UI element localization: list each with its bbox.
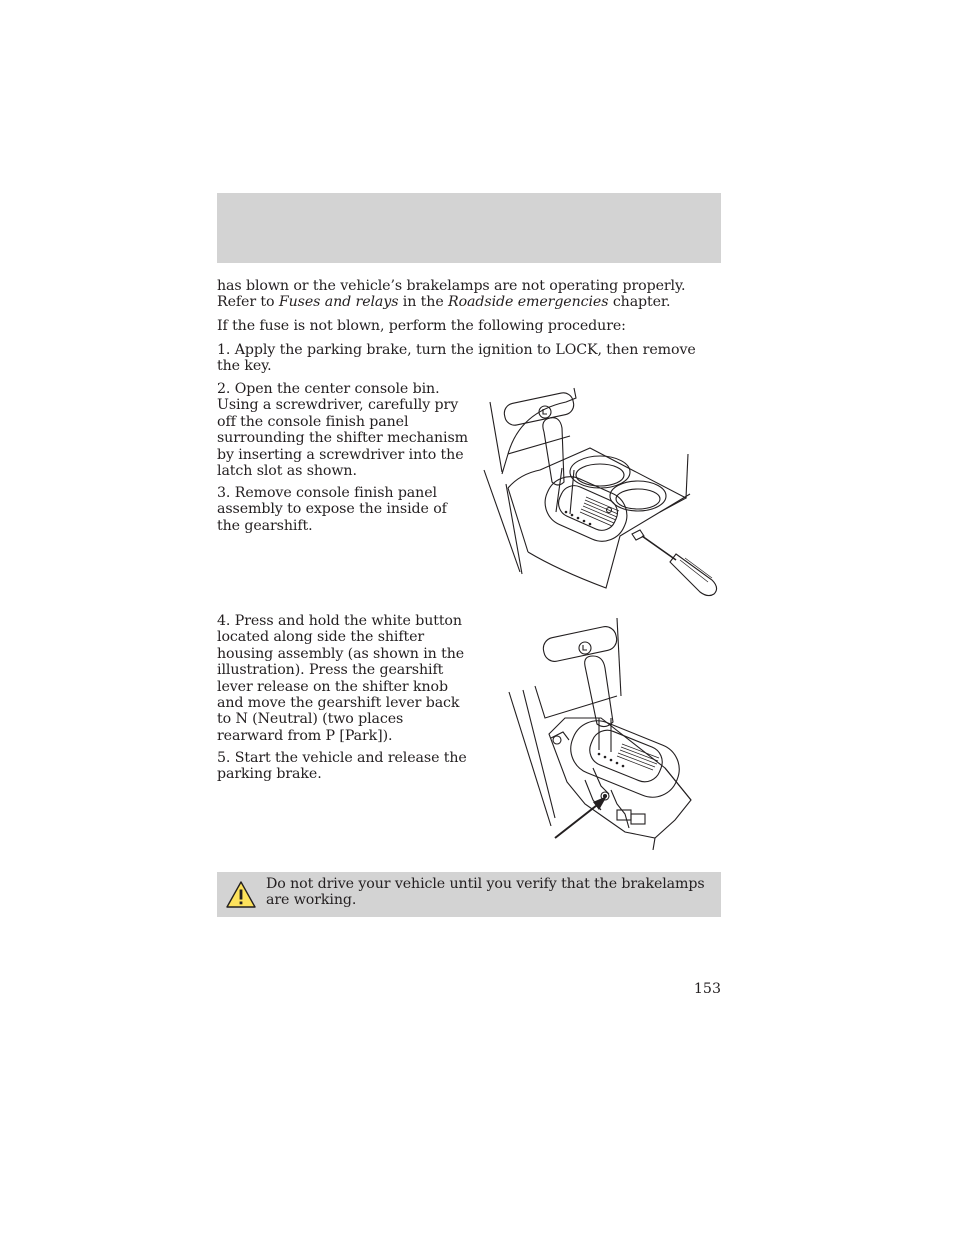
intro-text-1: has blown or the vehicle’s brakelamps are not operating properly. Refer to: [217, 278, 686, 311]
step-1: 1. Apply the parking brake, turn the ignition to LOCK, then remove the key.: [217, 342, 696, 375]
intro-paragraph: [217, 278, 722, 311]
roadside-emergencies-reference: Roadside emergencies: [448, 294, 609, 311]
warning-box: [217, 872, 721, 917]
step-5: 5. Start the vehicle and release the parking brake.: [217, 750, 467, 783]
console-panel-removal-illustration: [480, 384, 724, 598]
fuse-not-blown-paragraph: If the fuse is not blown, perform the following procedure:: [217, 318, 626, 334]
chapter-header-band: [217, 193, 721, 263]
page-number: 153: [693, 981, 721, 997]
warning-triangle-icon: [225, 880, 257, 909]
step-4: 4. Press and hold the white button located along side the shifter housing assembly (as shown in the illustration). Press the gearshift lever release on the shifter knob and move the gearshift lever back to N (Neutral) (two places rearward from P [Park]).: [217, 613, 465, 744]
step-3: 3. Remove console finish panel assembly to expose the inside of the gearshift.: [217, 485, 447, 534]
intro-text-3: chapter.: [608, 294, 671, 311]
intro-text-2: in the: [398, 294, 449, 311]
step-2: 2. Open the center console bin. Using a screwdriver, carefully pry off the console finish panel surrounding the shifter mechanism by inserting a screwdriver into the latch slot as shown.: [217, 381, 468, 480]
warning-text: Do not drive your vehicle until you verify that the brakelamps are working.: [266, 876, 705, 909]
fuses-and-relays-reference: Fuses and relays: [278, 294, 399, 311]
shifter-release-button-illustration: [505, 618, 701, 850]
